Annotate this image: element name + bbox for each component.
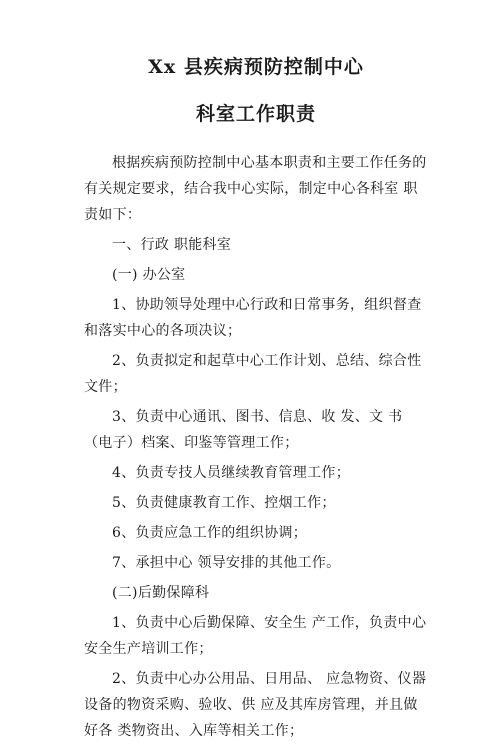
office-item: 4、负责专技人员继续教育管理工作； — [112, 465, 351, 481]
office-item: 3、负责中心通讯、图书、信息、收 发、文 书（电子）档案、印鉴等管理工作； — [84, 409, 403, 451]
logistics-item: 1、负责中心后勤保障、安全生 产工作，负责中心安全生产培训工作； — [84, 615, 427, 657]
office-item: 7、承担中心 领导安排的其他工作。 — [112, 555, 341, 571]
document-subtitle: 科室工作职责 — [195, 103, 316, 125]
office-item: 1、协助领导处理中心行政和日常事务，组织督查和落实中心的各项决议； — [84, 297, 422, 339]
logistics-item: 2、负责中心办公用品、日用品、 应急物资、仪器设备的物资采购、验收、供 应及其库房管理，并且做好各 类物资出、入库等相关工作； — [84, 671, 427, 739]
section-heading: 一、行政 职能科室 — [112, 237, 232, 253]
office-item: 2、负责拟定和起草中心工作计划、总结、综合性文件； — [84, 353, 422, 395]
office-item: 5、负责健康教育工作、控烟工作； — [112, 495, 336, 511]
subsection-office: (一) 办公室 — [112, 267, 186, 283]
intro-paragraph: 根据疾病预防控制中心基本职责和主要工作任务的有关规定要求，结合我中心实际，制定中心各科室 职责如下： — [84, 155, 427, 223]
document-title: Xx 县疾病预防控制中心 — [148, 56, 364, 78]
subsection-logistics: (二)后勤保障科 — [112, 585, 210, 601]
office-item: 6、负责应急工作的组织协调； — [112, 525, 308, 541]
